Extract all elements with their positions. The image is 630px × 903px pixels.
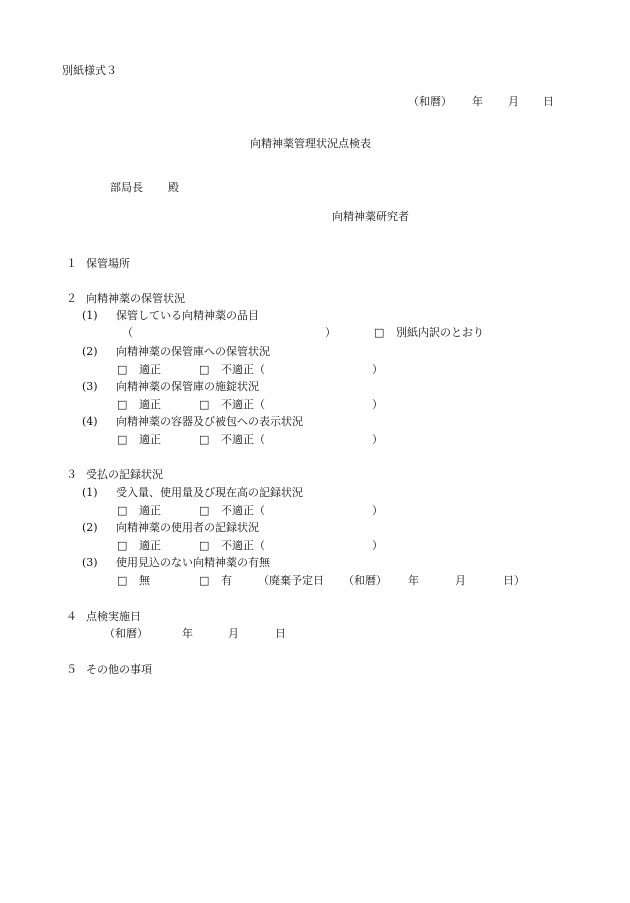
item-3-2-title: 向精神薬の使用者の記録状況: [116, 521, 259, 534]
disposal-date-day: 日）: [503, 574, 525, 587]
document-title: 向精神薬管理状況点検表: [250, 137, 371, 150]
checkbox-2-4-improper[interactable]: □: [199, 433, 210, 446]
section-3-number: ３: [66, 468, 77, 481]
inspection-date-month: 月: [228, 627, 239, 640]
label-2-2-improper: 不適正（: [221, 363, 265, 376]
item-2-3-title: 向精神薬の保管庫の施錠状況: [116, 380, 259, 393]
item-3-1-title: 受入量、使用量及び現在高の記録状況: [116, 486, 303, 499]
addressee-name: 部局長: [110, 181, 143, 194]
label-3-3-none: 無: [139, 574, 150, 587]
item-2-2-number: (2): [82, 345, 98, 358]
item-2-4-title: 向精神薬の容器及び被包への表示状況: [116, 415, 303, 428]
item-3-3-title: 使用見込のない向精神薬の有無: [116, 556, 270, 569]
item-2-1-number: (1): [82, 309, 98, 322]
disposal-date-label: （廃棄予定日: [258, 574, 324, 587]
label-3-2-improper: 不適正（: [221, 539, 265, 552]
section-2-title: 向精神薬の保管状況: [86, 292, 185, 305]
checkbox-2-4-proper[interactable]: □: [117, 433, 128, 446]
item-3-1-number: (1): [82, 486, 98, 499]
label-2-4-proper: 適正: [139, 433, 161, 446]
section-3-title: 受払の記録状況: [86, 468, 163, 481]
checkbox-3-2-proper[interactable]: □: [117, 539, 128, 552]
form-label: 別紙様式３: [62, 64, 117, 77]
checkbox-2-2-improper[interactable]: □: [199, 363, 210, 376]
close-paren-3-2: ）: [372, 539, 383, 552]
checkbox-2-2-proper[interactable]: □: [117, 363, 128, 376]
inspection-date-year: 年: [182, 627, 193, 640]
item-2-1-open-paren: （: [122, 326, 133, 339]
section-5-number: ５: [66, 663, 77, 676]
checkbox-3-1-proper[interactable]: □: [117, 504, 128, 517]
item-2-1-close-paren: ）: [325, 326, 336, 339]
close-paren-2-2: ）: [372, 363, 383, 376]
checkbox-3-3-yes[interactable]: □: [199, 574, 210, 587]
checkbox-3-2-improper[interactable]: □: [199, 539, 210, 552]
date-era: （和暦）: [408, 95, 452, 108]
checkbox-separate-sheet[interactable]: □: [374, 326, 385, 339]
date-month: 月: [508, 95, 519, 108]
item-2-1-title: 保管している向精神薬の品目: [116, 309, 259, 322]
reporter-label: 向精神薬研究者: [332, 210, 409, 223]
section-5-title: その他の事項: [86, 663, 152, 676]
item-2-2-title: 向精神薬の保管庫への保管状況: [116, 345, 270, 358]
label-2-4-improper: 不適正（: [221, 433, 265, 446]
label-2-2-proper: 適正: [139, 363, 161, 376]
inspection-date-era: （和暦）: [104, 627, 148, 640]
separate-sheet-label: 別紙内訳のとおり: [396, 326, 484, 339]
item-3-3-number: (3): [82, 556, 98, 569]
label-3-1-proper: 適正: [139, 504, 161, 517]
close-paren-2-3: ）: [372, 398, 383, 411]
item-2-3-number: (3): [82, 380, 98, 393]
item-3-2-number: (2): [82, 521, 98, 534]
disposal-date-year: 年: [408, 574, 419, 587]
item-2-4-number: (4): [82, 415, 98, 428]
close-paren-3-1: ）: [372, 504, 383, 517]
section-4-number: ４: [66, 610, 77, 623]
section-1-number: １: [66, 257, 77, 270]
date-day: 日: [543, 95, 554, 108]
addressee-honorific: 殿: [168, 181, 179, 194]
checkbox-2-3-proper[interactable]: □: [117, 398, 128, 411]
section-4-title: 点検実施日: [86, 610, 141, 623]
label-2-3-improper: 不適正（: [221, 398, 265, 411]
label-3-3-yes: 有: [221, 574, 232, 587]
section-2-number: ２: [66, 292, 77, 305]
label-3-1-improper: 不適正（: [221, 504, 265, 517]
disposal-date-month: 月: [455, 574, 466, 587]
checkbox-3-3-none[interactable]: □: [117, 574, 128, 587]
date-year: 年: [472, 95, 483, 108]
checkbox-3-1-improper[interactable]: □: [199, 504, 210, 517]
disposal-date-era: （和暦）: [343, 574, 387, 587]
label-2-3-proper: 適正: [139, 398, 161, 411]
checkbox-2-3-improper[interactable]: □: [199, 398, 210, 411]
inspection-date-day: 日: [275, 627, 286, 640]
section-1-title: 保管場所: [86, 257, 130, 270]
close-paren-2-4: ）: [372, 433, 383, 446]
label-3-2-proper: 適正: [139, 539, 161, 552]
